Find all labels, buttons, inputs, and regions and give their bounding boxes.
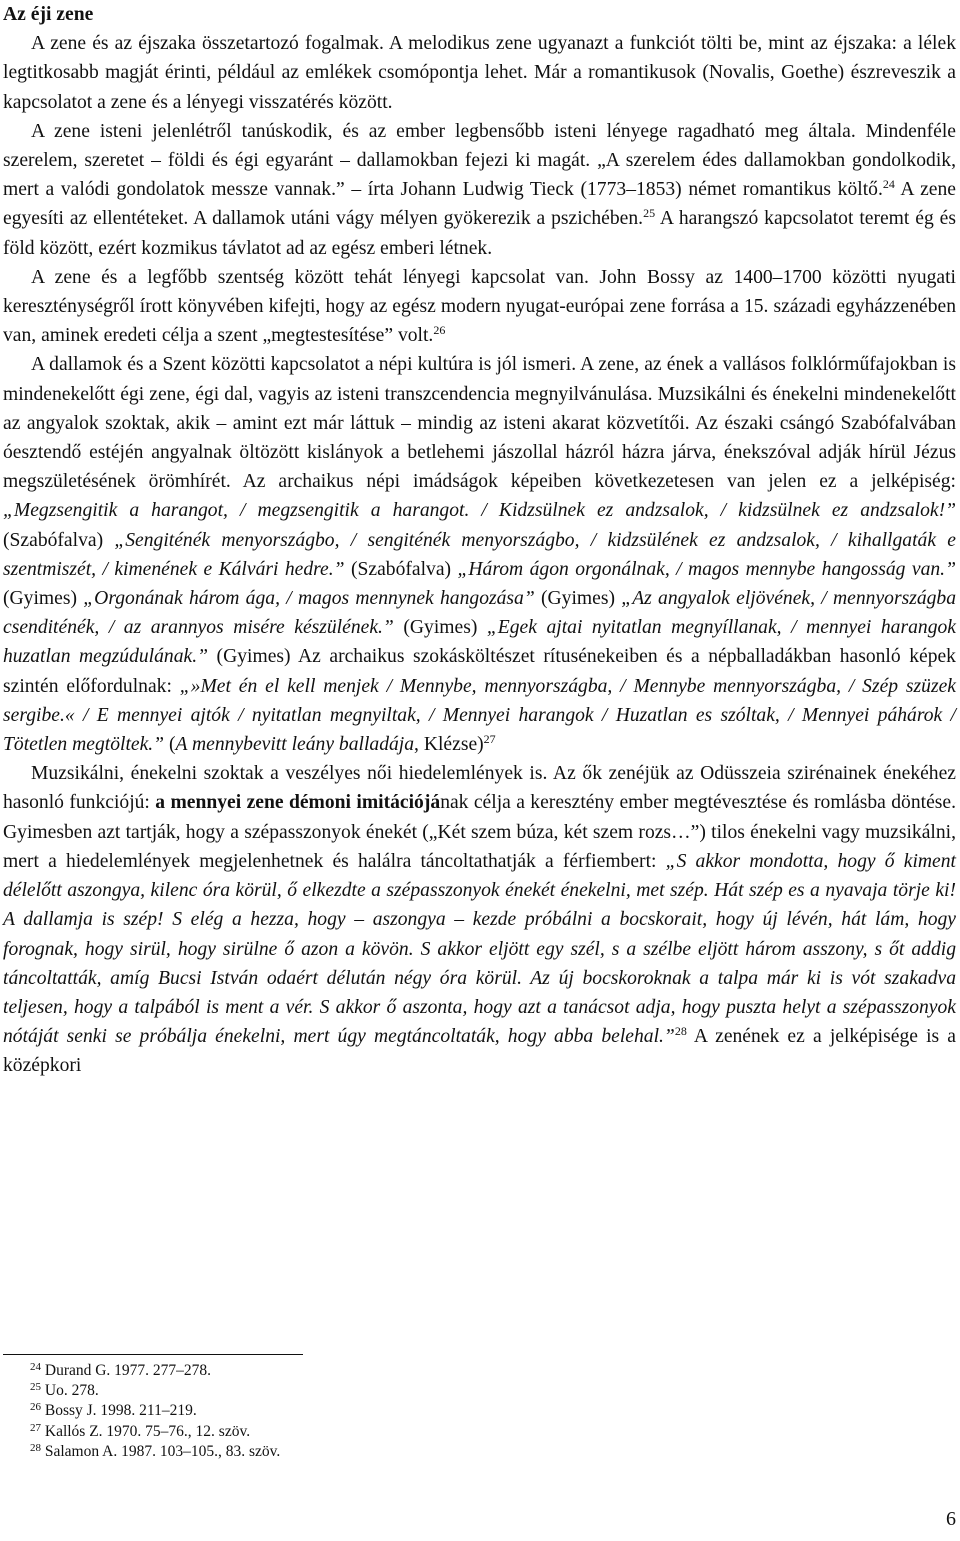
- footnote-text: Kallós Z. 1970. 75–76., 12. szöv.: [41, 1422, 251, 1440]
- footnote-26: [30, 1401, 730, 1421]
- footnote-number: 26: [30, 1401, 41, 1414]
- footnote-number: 27: [30, 1421, 41, 1434]
- body-text: [3, 0, 956, 1081]
- footnote-text: Salamon A. 1987. 103–105., 83. szöv.: [41, 1442, 281, 1460]
- quote-5: „Az angyalok eljövének, / mennyországba csenditénék, / az arannyos misére készülének.”: [3, 588, 957, 639]
- quote-1: „Megzsengitik a harangot, / megzsengitik a harangot. / Kidzsülnek ez andzsalok, / kidzsülnek ez andzsalok!”: [3, 500, 956, 522]
- footnote-number: 25: [30, 1381, 41, 1394]
- paragraph-2: [3, 117, 956, 263]
- footnotes: [30, 1361, 730, 1462]
- paragraph-2-text-b: A zene egyesíti az ellentéteket. A dallamok utáni vágy mélyen gyökerezik a pszichében.: [3, 179, 957, 230]
- paragraph-5-bold: a mennyei zene démoni imitációjá: [155, 792, 441, 814]
- footnote-text: Bossy J. 1998. 211–219.: [41, 1402, 197, 1420]
- footnote-ref-28: 28: [674, 1024, 687, 1039]
- quote-9: „S akkor mondotta, hogy ő kiment délelőtt aszongya, kilenc óra körül, ő elkezdte a szépasszonyok énekét énekelni, met szép. Hát szép es a nyavaja törje ki! A dallamja is szép! S elég a hezza, hogy – aszongya – kezde próbálni a bocskorait, hogy új lévén, hát lám, hogy forognak, hogy sirül, hogy sirülne ő azon a kövön. S akkor eljött egy szél, s a szélbe eljött három asszony, s őt addig táncoltatták, amíg Bucsi István odaért délután négy óra körül. Az új bocskoroknak a talpa már ki is vót szakadva teljesen, hogy a talpából is ment a vér. S akkor ő aszonta, hogy azt a tanácsot adja, hogy puszta helyt a szépasszonyok nótáját senki se próbálja énekelni, mert úgy megtáncoltaták, hogy abba belehal.”: [3, 850, 956, 1048]
- source-7-open: (: [164, 734, 176, 756]
- paragraph-4-text: A dallamok és a Szent közötti kapcsolatot a népi kultúra is jól ismeri. A zene, az ének a vallásos folklórműfajokban is mindenekelőtt égi zene, égi dal, vagyis az isteni transzcendencia megnyilvánulása. Muzsikálni és énekelni mindenekelőtt az angyalok szoktak, akik – amint ezt már láttuk – mindig az isteni akarat közvetítői. Az északi csángó Szabófalvában óesztendő estéjén angyalnak öltözött kislányok a betlehemi jászollal házról házra járva, énekszóval adják hírül Jézus megszületésének örömhírét. Az archaikus népi imádságok képeiben következetesen van jelen ez a jelképiség:: [3, 354, 956, 493]
- footnote-27: [30, 1422, 730, 1442]
- source-3: (Gyimes): [3, 588, 84, 610]
- source-5: (Gyimes): [393, 617, 487, 639]
- footnote-divider: [3, 1354, 303, 1355]
- source-6: (Gyimes) Az archaikus szokásköltészet rítusénekeiben és a népballadákban hasonló képek szintén előfordulnak:: [3, 646, 956, 697]
- paragraph-3-text: A zene és a legfőbb szentség között tehát lényegi kapcsolat van. John Bossy az 1400–1700 közötti nyugati kereszténységről írott könyvében kifejti, hogy az egész modern nyugat-európai zene forrása a 15. századi egyházzenében van, aminek eredeti célja a szent „megtestesítése” volt.: [3, 266, 956, 347]
- page-number: 6: [946, 1508, 956, 1530]
- paragraph-5-text-c: A zenének ez a jelképisége is a középkori: [3, 1026, 956, 1077]
- source-7-close: , Klézse): [414, 734, 484, 756]
- footnote-number: 24: [30, 1361, 41, 1373]
- source-2: (Szabófalva): [344, 558, 458, 580]
- footnote-text: Uo. 278.: [41, 1382, 99, 1400]
- paragraph-2-text-a: A zene isteni jelenlétről tanúskodik, és az ember legbensőbb isteni lényege ragadható meg általa. Mindenféle szerelem, szeretet – földi és égi egyaránt – dallamokban fejezi ki magát. „A szerelem édes dallamokban gondolkodik, mert a valódi gondolatok messze vannak.” – írta Johann Ludwig Tieck (1773–1853) német romantikus költő.: [3, 120, 956, 201]
- quote-7: „»Met én el kell menjek / Mennybe, mennyországba, / Mennybe mennyországba, / Szép szüzek sergibe.« / E mennyei ajtók / nyitatlan megnyiltak, / Mennyei harangok / Huzatlan es szóltak, / Mennyei páhárok / Tötetlen megtöltek.”: [3, 675, 956, 756]
- footnote-ref-26: 26: [433, 323, 446, 338]
- footnote-number: 28: [30, 1441, 41, 1454]
- quote-6: „Egek ajtai nyitatlan megnyíllanak, / mennyei harangok huzatlan megzúdulának.”: [3, 617, 956, 668]
- footnote-28: [30, 1442, 730, 1462]
- footnote-ref-25: 25: [643, 206, 656, 221]
- footnote-text: Durand G. 1977. 277–278.: [41, 1362, 212, 1379]
- section-heading: Az éji zene: [3, 4, 94, 25]
- paragraph-5-text-a: Muzsikálni, énekelni szoktak a veszélyes női hiedelemlények is. Az ők zenéjük az Odüsszeia szirénainek énekéhez hasonló funkciójú:: [3, 763, 956, 814]
- paragraph-1-text: A zene és az éjszaka összetartozó fogalmak. A melodikus zene ugyanazt a funkciót tölti be, mint az éjszaka: a lélek legtitkosabb magját érinti, például az emlékek csomópontja lehet. Már a romantikusok (Novalis, Goethe) észreveszik a kapcsolatot a zene és a lényegi visszatérés között.: [3, 33, 956, 113]
- footnote-25: [30, 1381, 730, 1401]
- quote-4: „Orgonának három ága, / magos mennynek hangozása”: [83, 588, 535, 610]
- paragraph-2-text-c: A harangszó kapcsolatot teremt ég és föld között, ezért kozmikus távlatot ad az egész emberi létnek.: [3, 208, 956, 259]
- ballad-title: A mennybevitt leány balladája: [175, 734, 415, 756]
- footnote-ref-27: 27: [483, 732, 496, 747]
- footnote-ref-24: 24: [882, 177, 895, 192]
- quote-3: „Három ágon orgonálnak, / magos mennybe hangosság van.”: [457, 558, 956, 580]
- paragraph-4: [3, 350, 956, 759]
- footnote-24: [30, 1361, 730, 1381]
- paragraph-3: [3, 263, 956, 351]
- source-1: (Szabófalva): [3, 529, 115, 551]
- paragraph-5: [3, 759, 956, 1080]
- quote-2: „Sengiténék menyországbo, / sengiténék menyországbo, / kidzsülének ez andzsalok, / kihallgaták e szentmiszét, / kimenének e Kálvári hedre.”: [3, 529, 956, 580]
- paragraph-5-text-b: nak célja a keresztény ember megtévesztése és romlásba döntése. Gyimesben azt tartják, hogy a szépasszonyok énekét („Két szem búza, két szem rozs…”) tilos énekelni vagy muzsikálni, mert a hiedelemlények megjelenhetnek és halálra táncoltathatják a férfiembert:: [3, 792, 956, 872]
- paragraph-1: [3, 29, 956, 117]
- source-4: (Gyimes): [534, 588, 622, 610]
